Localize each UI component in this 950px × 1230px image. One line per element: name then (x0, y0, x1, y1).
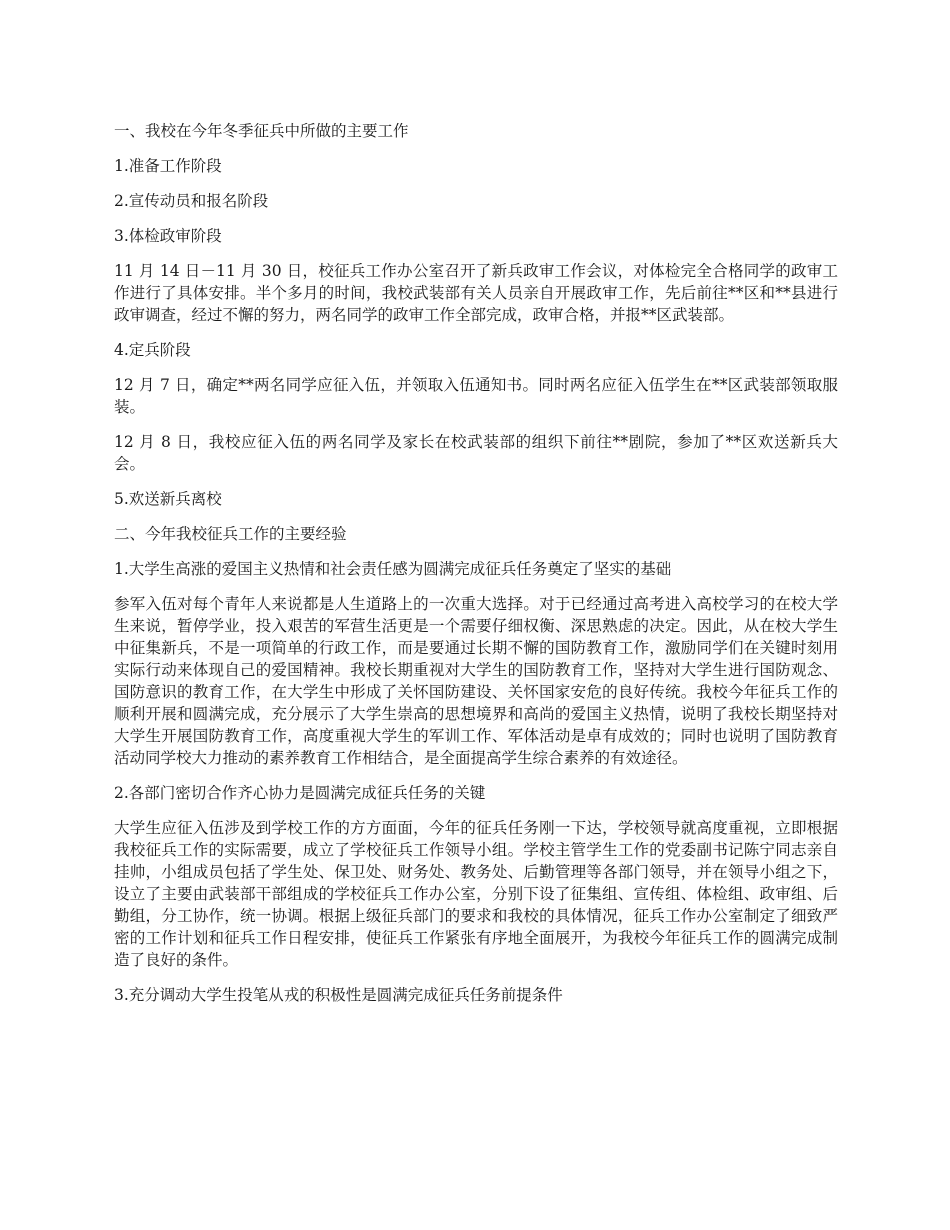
subheading-examination: 3.体检政审阶段 (114, 227, 222, 245)
subheading-patriotism: 1.大学生高涨的爱国主义热情和社会责任感为圆满完成征兵任务奠定了坚实的基础 (114, 560, 672, 578)
subheading-cooperation: 2.各部门密切合作齐心协力是圆满完成征兵任务的关键 (114, 784, 486, 802)
paragraph-examination: 11 月 14 日－11 月 30 日，校征兵工作办公室召开了新兵政审工作会议，对体检完全合格同学的政审工作进行了具体安排。半个多月的时间，我校武装部有关人员亲自开展政审工作，先后前往**区和**县进行政审调查，经过不懈的努力，两名同学的政审工作全部完成，政审合格，并报**区武装部。 (114, 262, 838, 324)
document-page (114, 120, 838, 1019)
subheading-enlistment: 4.定兵阶段 (114, 341, 191, 359)
subheading-publicity: 2.宣传动员和报名阶段 (114, 192, 269, 210)
paragraph-cooperation: 大学生应征入伍涉及到学校工作的方方面面，今年的征兵任务刚一下达，学校领导就高度重视，立即根据我校征兵工作的实际需要，成立了学校征兵工作领导小组。学校主管学生工作的党委副书记陈宁同志亲自挂帅，小组成员包括了学生处、保卫处、财务处、教务处、后勤管理等各部门领导，并在领导小组之下，设立了主要由武装部干部组成的学校征兵工作办公室，分别下设了征集组、宣传组、体检组、政审组、后勤组，分工协作，统一协调。根据上级征兵部门的要求和我校的具体情况，征兵工作办公室制定了细致严密的工作计划和征兵工作日程安排，使征兵工作紧张有序地全面展开，为我校今年征兵工作的圆满完成制造了良好的条件。 (114, 819, 838, 969)
subheading-preparation: 1.准备工作阶段 (114, 157, 222, 175)
paragraph-patriotism: 参军入伍对每个青年人来说都是人生道路上的一次重大选择。对于已经通过高考进入高校学习的在校大学生来说，暂停学业，投入艰苦的军营生活更是一个需要仔细权衡、深思熟虑的决定。因此，从在校大学生中征集新兵，不是一项简单的行政工作，而是要通过长期不懈的国防教育工作，激励同学们在关键时刻用实际行动来体现自己的爱国精神。我校长期重视对大学生的国防教育工作，坚持对大学生进行国防观念、国防意识的教育工作，在大学生中形成了关怀国防建设、关怀国家安危的良好传统。我校今年征兵工作的顺利开展和圆满完成，充分展示了大学生崇高的思想境界和高尚的爱国主义热情，说明了我校长期坚持对大学生开展国防教育工作，高度重视大学生的军训工作、军体活动是卓有成效的；同时也说明了国防教育活动同学校大力推动的素养教育工作相结合，是全面提高学生综合素养的有效途径。 (114, 595, 838, 767)
section-heading-2: 二、今年我校征兵工作的主要经验 (114, 525, 347, 543)
paragraph-dec-7: 12 月 7 日，确定**两名同学应征入伍，并领取入伍通知书。同时两名应征入伍学生在**区武装部领取服装。 (114, 376, 838, 416)
subheading-motivation: 3.充分调动大学生投笔从戎的积极性是圆满完成征兵任务前提条件 (114, 986, 563, 1004)
subheading-farewell: 5.欢送新兵离校 (114, 490, 222, 508)
paragraph-dec-8: 12 月 8 日，我校应征入伍的两名同学及家长在校武装部的组织下前往**剧院，参加了**区欢送新兵大会。 (114, 433, 838, 473)
section-heading-1: 一、我校在今年冬季征兵中所做的主要工作 (114, 122, 409, 140)
